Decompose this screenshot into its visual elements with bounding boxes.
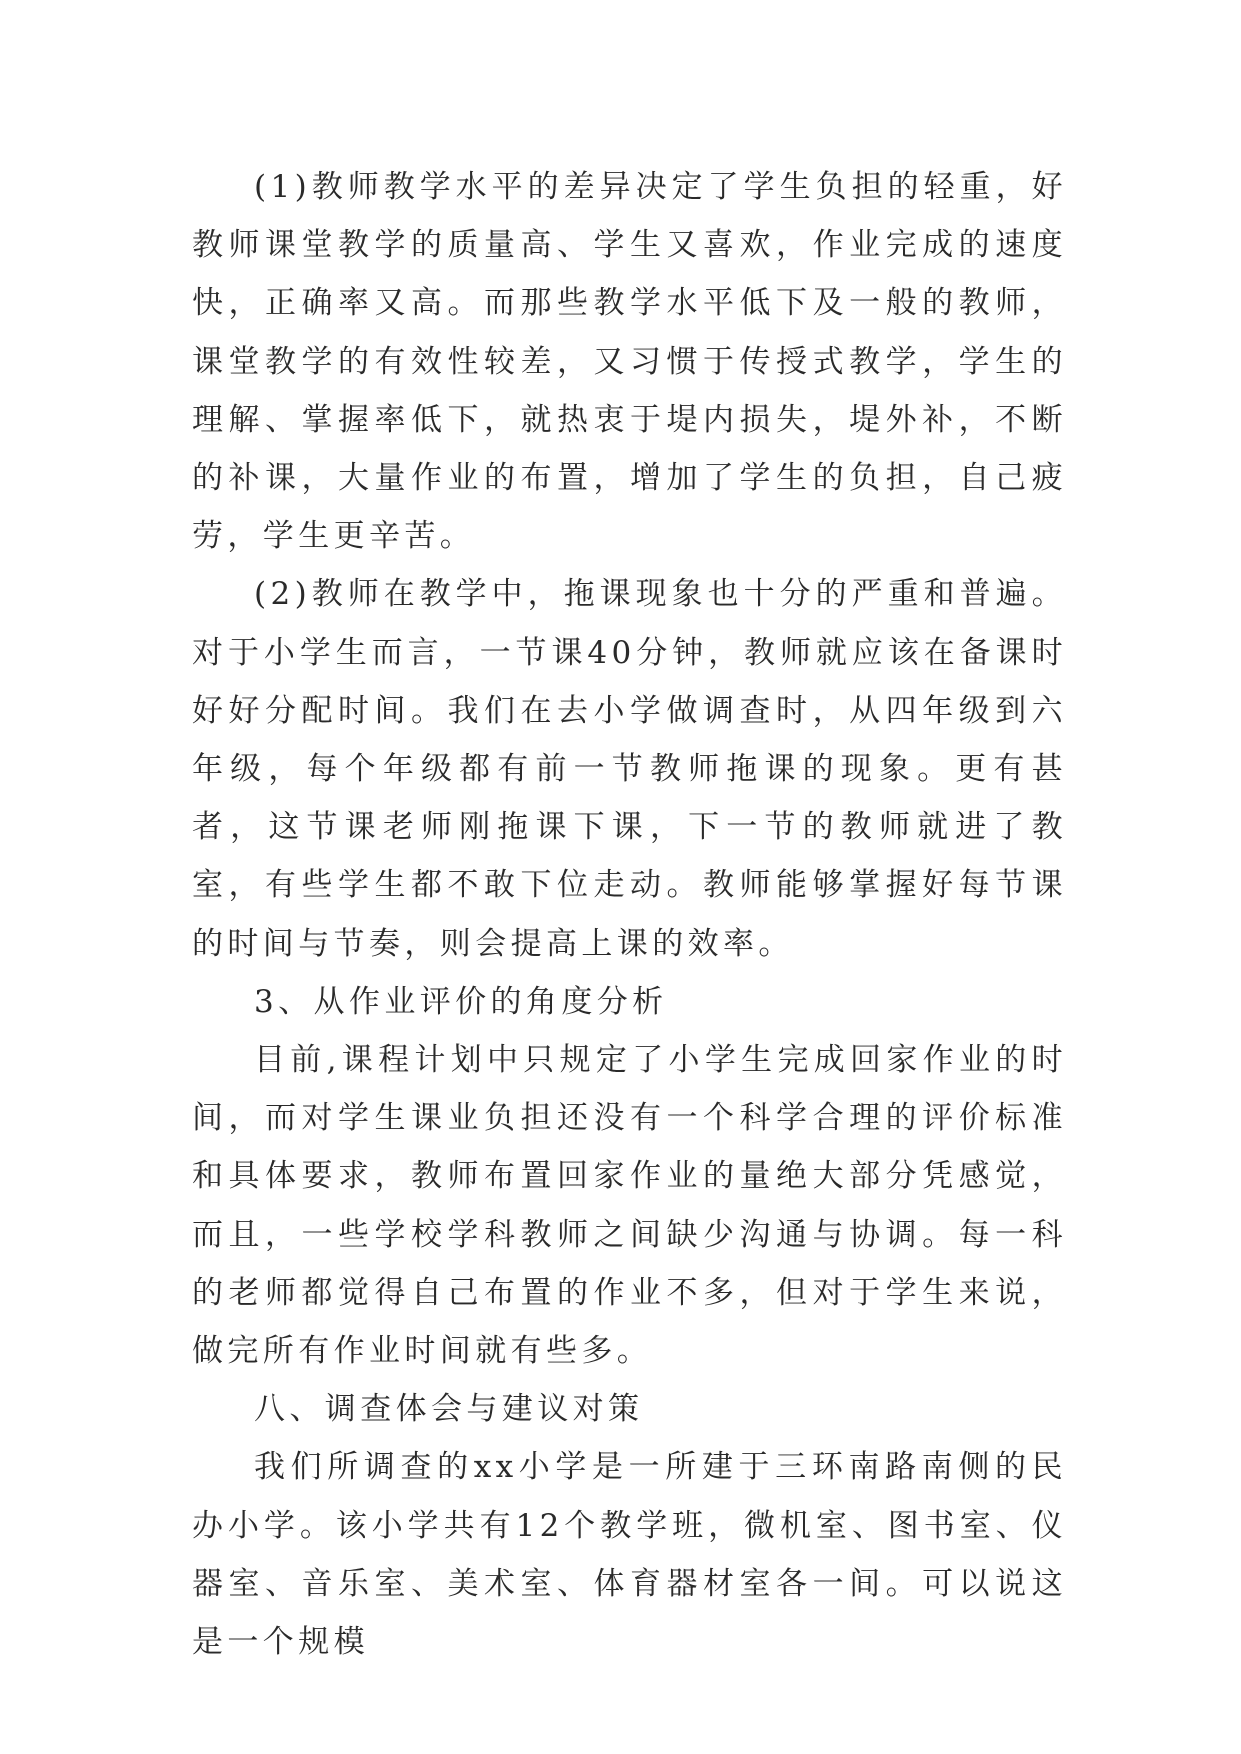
paragraph-class-overtime: (2)教师在教学中，拖课现象也十分的严重和普遍。对于小学生而言，一节课40分钟，教师就应该在备课时好好分配时间。我们在去小学做调查时，从四年级到六年级，每个年级都有前一节教师拖课的现象。更有甚者，这节课老师刚拖课下课，下一节的教师就进了教室，有些学生都不敢下位走动。教师能够掌握好每节课的时间与节奏，则会提高上课的效率。 [192,576,1067,962]
paragraph-homework-evaluation: 目前,课程计划中只规定了小学生完成回家作业的时间，而对学生课业负担还没有一个科学合理的评价标准和具体要求，教师布置回家作业的量绝大部分凭感觉，而且，一些学校学科教师之间缺少沟通与协调。每一科的老师都觉得自己布置的作业不多，但对于学生来说，做完所有作业时间就有些多。 [192,1042,1067,1370]
paragraph-school-overview: 我们所调查的xx小学是一所建于三环南路南侧的民办小学。该小学共有12个教学班，微机室、图书室、仪器室、音乐室、美术室、体育器材室各一间。可以说这是一个规模 [192,1449,1067,1661]
document-body [192,158,1067,1671]
section-heading-suggestions: 八、调查体会与建议对策 [254,1391,644,1428]
paragraph-teacher-level: (1)教师教学水平的差异决定了学生负担的轻重，好教师课堂教学的质量高、学生又喜欢，作业完成的速度快，正确率又高。而那些教学水平低下及一般的教师，课堂教学的有效性较差，又习惯于传授式教学，学生的理解、掌握率低下，就热衷于堤内损失，堤外补，不断的补课，大量作业的布置，增加了学生的负担，自己疲劳，学生更辛苦。 [192,169,1067,555]
section-heading-homework-evaluation: 3、从作业评价的角度分析 [254,983,668,1020]
